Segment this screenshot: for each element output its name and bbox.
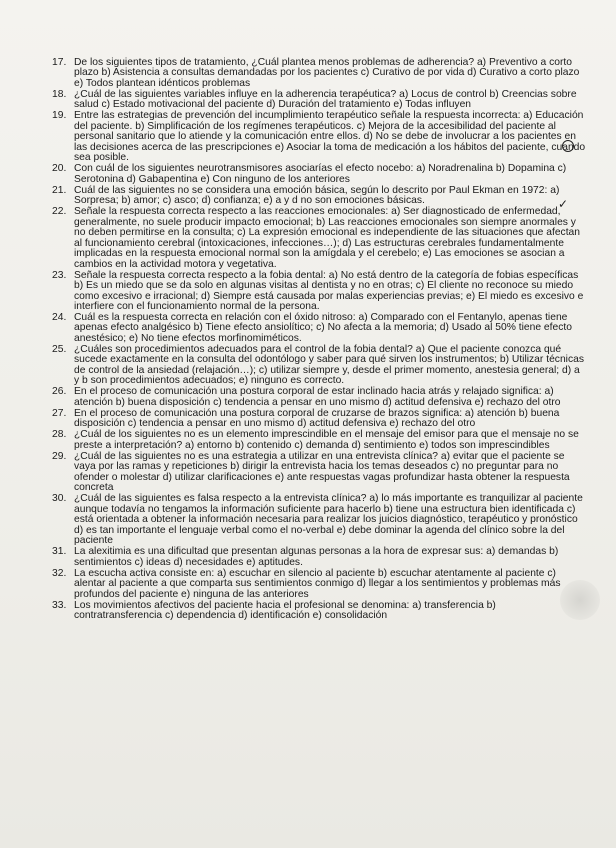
question-25 (52, 345, 586, 387)
question-28 (52, 430, 586, 451)
question-text: ¿Cuál de las siguientes no es una estrategia a utilizar en una entrevista clínica? a) evitar que el paciente se vaya por las ramas y repeticiones b) dirigir la entrevista hacia los temas deseados c) no preguntar para no ofender o molestar d) utilizar clarificaciones e) ante respuestas vagas profundizar hasta obtener la respuesta concreta (74, 450, 570, 494)
question-text: ¿Cuál de los siguientes no es un elemento imprescindible en el mensaje del emisor para que el mensaje no se preste a interpretación? a) entorno b) contenido c) demanda d) sentimiento e) todos son imprescindibles (74, 429, 579, 451)
question-number: 28. (52, 429, 67, 441)
question-23 (52, 271, 586, 313)
question-18 (52, 90, 586, 111)
question-text: La alexitimia es una dificultad que presentan algunas personas a la hora de expresar sus: a) demandas b) sentimientos c) ideas d) necesidades e) aptitudes. (74, 546, 559, 568)
question-number: 31. (52, 546, 67, 558)
question-number: 25. (52, 343, 67, 355)
answer-circle-mark (562, 140, 574, 152)
question-text: En el proceso de comunicación una postura corporal de estar inclinado hacia atrás y relajado significa: a) atención b) buena disposición c) tendencia a pensar en uno mismo d) actitud defensiva e) rechazo del otro (74, 386, 561, 408)
question-text: ¿Cuáles son procedimientos adecuados para el control de la fobia dental? a) Que el paciente conozca qué sucede exactamente en la consulta del odontólogo y saber para qué sirven los instrumentos; b) Utilizar técnicas de control de la ansiedad (relajación…); c) utilizar siempre y, desde el primer momento, anestesia general; d) a y b son procedimientos adecuados; e) ninguno es correcto. (74, 343, 584, 387)
question-number: 20. (52, 163, 67, 175)
question-text: De los siguientes tipos de tratamiento, ¿Cuál plantea menos problemas de adherencia? a) Preventivo a corto plazo b) Asistencia a consultas demandadas por los pacientes c) Curativo de por vida d) Curativo a corto plazo e) Todos plantean idénticos problemas (74, 57, 580, 89)
question-number: 17. (52, 57, 67, 68)
question-text: Señale la respuesta correcta respecto a la fobia dental: a) No está dentro de la categoría de fobias específicas b) Es un miedo que se da solo en algunas visitas al dentista y no en otras; c) El cliente no reconoce su miedo como excesivo e irracional; d) Siempre está causada por malas experiencias previas; e) El miedo es excesivo e interfiere con el funcionamiento normal de la persona. (74, 269, 584, 312)
question-number: 19. (52, 110, 67, 122)
question-number: 29. (52, 450, 67, 462)
question-19 (52, 111, 586, 163)
question-24 (52, 313, 586, 344)
question-text: Los movimientos afectivos del paciente hacia el profesional se denomina: a) transferencia b) contratransferencia c) dependencia d) identificación e) consolidación (74, 599, 496, 622)
question-number: 33. (52, 599, 67, 611)
question-22 (52, 207, 586, 270)
question-number: 24. (52, 312, 67, 324)
question-31 (52, 547, 586, 568)
check-mark-icon: ✓ (558, 197, 569, 211)
question-27 (52, 409, 586, 430)
question-17 (52, 58, 586, 89)
question-text: Cuál de las siguientes no se considera una emoción básica, según lo descrito por Paul Ekman en 1972: a) Sorpresa; b) amor; c) asco; d) confianza; e) a y d no son emociones básicas. (74, 184, 560, 207)
question-29 (52, 452, 586, 494)
question-number: 18. (52, 88, 67, 100)
question-number: 32. (52, 567, 67, 579)
question-text: ¿Cuál de las siguientes es falsa respecto a la entrevista clínica? a) lo más importante es tranquilizar al paciente aunque todavía no tengamos la información suficiente para hacerlo b) tiene una estructura bien identificada c) está orientada a obtener la información necesaria para realizar los juicios diagnóstico, terapéutico y pronóstico d) es tan importante el lenguaje verbal como el no-verbal e) debe dominar la agenda del clínico sobre la del paciente (74, 493, 583, 547)
question-number: 26. (52, 386, 67, 398)
question-text: ¿Cuál de las siguientes variables influye en la adherencia terapéutica? a) Locus de control b) Creencias sobre salud c) Estado motivacional del paciente d) Duración del tratamiento e) Todas influyen (74, 88, 577, 111)
question-number: 22. (52, 206, 67, 218)
question-26 (52, 387, 586, 408)
question-number: 27. (52, 407, 67, 419)
question-text: Con cuál de los siguientes neurotransmisores asociarías el efecto nocebo: a) Noradrenalina b) Dopamina c) Serotonina d) Gabapentina e) Con ninguno de los anteriores (74, 163, 567, 185)
question-text: Señale la respuesta correcta respecto a las reacciones emocionales: a) Ser diagnosticado de enfermedad, generalmente, no suele producir impacto emocional; b) Las reacciones emocionales son siempre anormales y no deben permitirse en la consulta; c) La expresión emocional es independiente de las situaciones que afectan al funcionamiento cerebral (intoxicaciones, infecciones…); d) Las estructuras cerebrales fundamentalmente implicadas en la respuesta emocional normal son la amígdala y el cerebelo; e) Las emociones se asocian a cambios en la actividad motora y vegetativa. (74, 206, 581, 270)
question-text: Cuál es la respuesta correcta en relación con el óxido nitroso: a) Comparado con el Fentanylo, apenas tiene apenas efecto analgésico b) Tiene efecto ansiolítico; c) No afecta a la memoria; d) Usado al 50% tiene efecto anestésico; e) No tiene efectos morfinomiméticos. (74, 312, 572, 344)
question-20 (52, 164, 586, 185)
question-number: 21. (52, 184, 67, 196)
question-32 (52, 569, 586, 600)
question-text: En el proceso de comunicación una postura corporal de cruzarse de brazos significa: a) atención b) buena disposición c) tendencia a pensar en uno mismo d) actitud defensiva e) rechazo del otro (74, 407, 560, 430)
question-number: 30. (52, 493, 67, 505)
question-33 (52, 601, 586, 622)
question-30 (52, 494, 586, 546)
question-21 (52, 186, 586, 207)
question-text: La escucha activa consiste en: a) escuchar en silencio al paciente b) escuchar atentamente al paciente c) alentar al paciente a que comparta sus sentimientos conmigo d) llegar a los sentimientos y problemas más profundos del paciente e) ninguna de las anteriores (74, 567, 561, 600)
paper-smudge (560, 580, 600, 620)
question-number: 23. (52, 269, 67, 281)
question-text: Entre las estrategias de prevención del incumplimiento terapéutico señale la respuesta incorrecta: a) Educación del paciente. b) Simplificación de los regímenes terapéuticos. c) Mejora de la accesibilidad del paciente al personal sanitario que lo atiende y la comunicación entre ellos. d) No se debe de involucrar a los pacientes en las decisiones acerca de las prescripciones e) Asociar la toma de medicación a los hábitos del paciente, cuando sea posible. (74, 110, 586, 164)
